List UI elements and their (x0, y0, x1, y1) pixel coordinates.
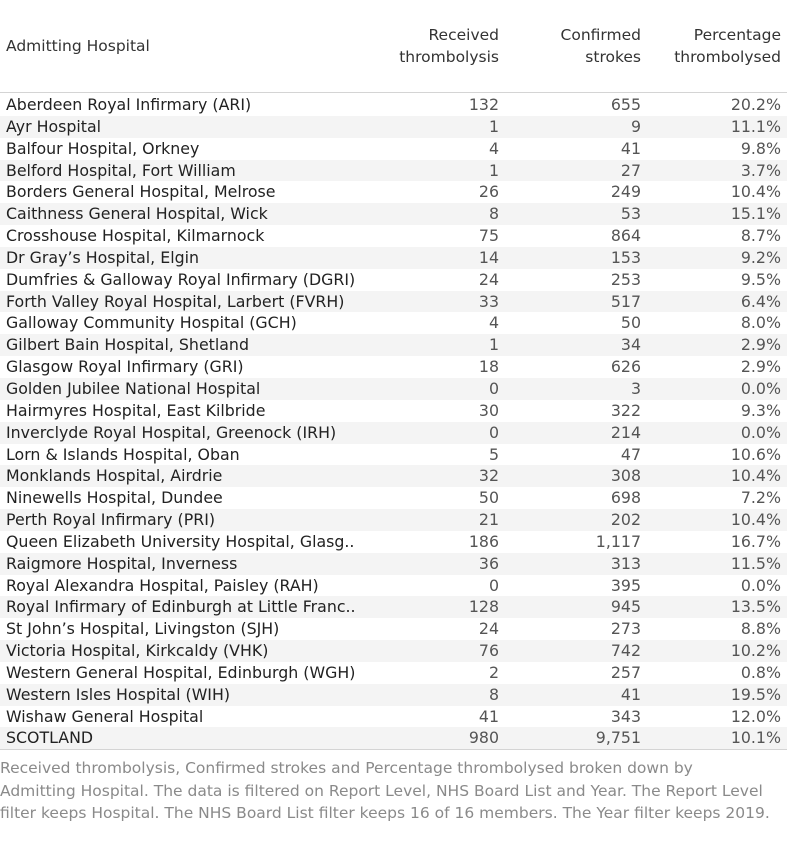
confirmed-strokes-cell: 50 (620, 313, 641, 333)
received-thrombolysis-cell: 33 (478, 291, 499, 311)
confirmed-strokes-cell: 698 (610, 488, 641, 508)
percentage-thrombolysed-cell: 15.1% (730, 204, 781, 224)
header-confirmed-line1: Confirmed (560, 26, 641, 44)
hospital-name-cell: Golden Jubilee National Hospital (6, 378, 261, 398)
confirmed-strokes-cell: 322 (610, 400, 641, 420)
received-thrombolysis-cell: 36 (478, 553, 499, 573)
received-thrombolysis-cell: 8 (488, 204, 499, 224)
hospital-name-cell: Glasgow Royal Infirmary (GRI) (6, 357, 244, 377)
table-caption: Received thrombolysis, Confirmed strokes and Percentage thrombolysed broken down by Admitting Hospital. The data is filtered on Report Level, NHS Board List and Year. The Report Level filter keeps Hospital. The NHS Board List filter keeps 16 of 16 members. The Year filter keeps 2019. (0, 759, 770, 822)
received-thrombolysis-cell: 21 (478, 510, 499, 530)
hospital-name-cell: Western Isles Hospital (WIH) (6, 684, 231, 704)
confirmed-strokes-cell: 517 (610, 291, 641, 311)
received-thrombolysis-cell: 128 (468, 597, 499, 617)
percentage-thrombolysed-cell: 10.2% (730, 641, 781, 661)
percentage-thrombolysed-cell: 10.6% (730, 444, 781, 464)
table-header (0, 0, 787, 93)
confirmed-strokes-cell: 864 (610, 226, 641, 246)
confirmed-strokes-cell: 41 (620, 684, 641, 704)
hospital-name-cell: Victoria Hospital, Kirkcaldy (VHK) (6, 641, 269, 661)
percentage-thrombolysed-cell: 3.7% (740, 160, 781, 180)
header-received-line2: thrombolysis (399, 48, 499, 66)
confirmed-strokes-cell: 313 (610, 553, 641, 573)
table-row[interactable] (0, 684, 787, 706)
confirmed-strokes-cell: 395 (610, 575, 641, 595)
received-thrombolysis-cell: 24 (478, 619, 499, 639)
received-thrombolysis-cell: 0 (488, 575, 499, 595)
hospital-name-cell: Ninewells Hospital, Dundee (6, 488, 223, 508)
confirmed-strokes-cell: 202 (610, 510, 641, 530)
confirmed-strokes-cell: 308 (610, 466, 641, 486)
received-thrombolysis-cell: 186 (468, 531, 499, 551)
header-admitting-hospital-label: Admitting Hospital (6, 37, 150, 55)
percentage-thrombolysed-cell: 0.0% (740, 378, 781, 398)
percentage-thrombolysed-cell: 2.9% (740, 335, 781, 355)
header-percentage-line1: Percentage (693, 26, 781, 44)
percentage-thrombolysed-cell: 8.7% (740, 226, 781, 246)
received-thrombolysis-cell: 41 (478, 706, 499, 726)
hospital-name-cell: Royal Alexandra Hospital, Paisley (RAH) (6, 575, 319, 595)
confirmed-strokes-cell: 53 (620, 204, 641, 224)
table-row[interactable] (0, 378, 787, 400)
hospital-name-cell: Gilbert Bain Hospital, Shetland (6, 335, 249, 355)
percentage-thrombolysed-cell: 0.0% (740, 422, 781, 442)
table-row[interactable] (0, 422, 787, 444)
received-thrombolysis-cell: 75 (478, 226, 499, 246)
confirmed-strokes-cell: 9,751 (595, 728, 641, 748)
percentage-thrombolysed-cell: 9.2% (740, 247, 781, 267)
percentage-thrombolysed-cell: 8.8% (740, 619, 781, 639)
table-row[interactable] (0, 531, 787, 553)
table-row[interactable] (0, 640, 787, 662)
confirmed-strokes-cell: 253 (610, 269, 641, 289)
confirmed-strokes-cell: 742 (610, 641, 641, 661)
percentage-thrombolysed-cell: 9.3% (740, 400, 781, 420)
hospital-name-cell: Western General Hospital, Edinburgh (WGH) (6, 662, 356, 682)
header-admitting-hospital[interactable] (6, 35, 150, 57)
confirmed-strokes-cell: 626 (610, 357, 641, 377)
confirmed-strokes-cell: 945 (610, 597, 641, 617)
received-thrombolysis-cell: 132 (468, 95, 499, 114)
percentage-thrombolysed-cell: 8.0% (740, 313, 781, 333)
received-thrombolysis-cell: 30 (478, 400, 499, 420)
hospital-name-cell: Balfour Hospital, Orkney (6, 138, 200, 158)
percentage-thrombolysed-cell: 0.8% (740, 662, 781, 682)
received-thrombolysis-cell: 26 (478, 182, 499, 202)
table-row[interactable] (0, 553, 787, 575)
percentage-thrombolysed-cell: 2.9% (740, 357, 781, 377)
received-thrombolysis-cell: 24 (478, 269, 499, 289)
table-row[interactable] (0, 312, 787, 334)
table-bottom-rule (0, 749, 787, 750)
table-row[interactable] (0, 160, 787, 182)
table-row[interactable] (0, 94, 787, 116)
received-thrombolysis-cell: 2 (488, 662, 499, 682)
confirmed-strokes-cell: 249 (610, 182, 641, 202)
hospital-name-cell: Ayr Hospital (6, 116, 102, 136)
hospital-name-cell: Forth Valley Royal Hospital, Larbert (FVRH) (6, 291, 345, 311)
confirmed-strokes-cell: 343 (610, 706, 641, 726)
confirmed-strokes-cell: 3 (630, 378, 641, 398)
hospital-name-cell: Hairmyres Hospital, East Kilbride (6, 400, 266, 420)
received-thrombolysis-cell: 8 (488, 684, 499, 704)
percentage-thrombolysed-cell: 10.1% (730, 728, 781, 748)
received-thrombolysis-cell: 14 (478, 247, 499, 267)
received-thrombolysis-cell: 980 (468, 728, 499, 748)
percentage-thrombolysed-cell: 10.4% (730, 466, 781, 486)
percentage-thrombolysed-cell: 10.4% (730, 510, 781, 530)
hospital-name-cell: Dr Gray’s Hospital, Elgin (6, 247, 200, 267)
percentage-thrombolysed-cell: 11.1% (730, 116, 781, 136)
hospital-name-cell: Galloway Community Hospital (GCH) (6, 313, 297, 333)
hospital-name-cell: St John’s Hospital, Livingston (SJH) (6, 619, 280, 639)
table-row[interactable] (0, 465, 787, 487)
received-thrombolysis-cell: 0 (488, 378, 499, 398)
percentage-thrombolysed-cell: 7.2% (740, 488, 781, 508)
received-thrombolysis-cell: 4 (488, 138, 499, 158)
hospital-name-cell: Borders General Hospital, Melrose (6, 182, 276, 202)
percentage-thrombolysed-cell: 11.5% (730, 553, 781, 573)
table-row[interactable] (0, 509, 787, 531)
hospital-name-cell: SCOTLAND (6, 728, 94, 748)
received-thrombolysis-cell: 0 (488, 422, 499, 442)
hospital-name-cell: Queen Elizabeth University Hospital, Glasg.. (6, 531, 355, 551)
table-row[interactable] (0, 662, 787, 684)
header-confirmed-strokes[interactable] (561, 24, 641, 68)
percentage-thrombolysed-cell: 9.8% (740, 138, 781, 158)
confirmed-strokes-cell: 34 (620, 335, 641, 355)
received-thrombolysis-cell: 1 (488, 116, 499, 136)
hospital-name-cell: Lorn & Islands Hospital, Oban (6, 444, 240, 464)
confirmed-strokes-cell: 655 (610, 95, 641, 114)
confirmed-strokes-cell: 9 (630, 116, 641, 136)
confirmed-strokes-cell: 257 (610, 662, 641, 682)
percentage-thrombolysed-cell: 0.0% (740, 575, 781, 595)
confirmed-strokes-cell: 41 (620, 138, 641, 158)
hospital-name-cell: Inverclyde Royal Hospital, Greenock (IRH) (6, 422, 337, 442)
hospital-name-cell: Belford Hospital, Fort William (6, 160, 236, 180)
table-row[interactable] (0, 356, 787, 378)
hospital-name-cell: Caithness General Hospital, Wick (6, 204, 268, 224)
hospital-name-cell: Aberdeen Royal Infirmary (ARI) (6, 95, 252, 114)
received-thrombolysis-cell: 1 (488, 335, 499, 355)
table-row[interactable] (0, 203, 787, 225)
confirmed-strokes-cell: 273 (610, 619, 641, 639)
received-thrombolysis-cell: 76 (478, 641, 499, 661)
percentage-thrombolysed-cell: 6.4% (740, 291, 781, 311)
received-thrombolysis-cell: 4 (488, 313, 499, 333)
percentage-thrombolysed-cell: 10.4% (730, 182, 781, 202)
received-thrombolysis-cell: 32 (478, 466, 499, 486)
hospital-name-cell: Royal Infirmary of Edinburgh at Little Franc.. (6, 597, 356, 617)
hospital-name-cell: Dumfries & Galloway Royal Infirmary (DGRI) (6, 269, 356, 289)
table-row[interactable] (0, 706, 787, 728)
header-percentage-line2: thrombolysed (674, 48, 781, 66)
table-row[interactable] (0, 596, 787, 618)
table-row[interactable] (0, 225, 787, 247)
percentage-thrombolysed-cell: 13.5% (730, 597, 781, 617)
confirmed-strokes-cell: 47 (620, 444, 641, 464)
received-thrombolysis-cell: 18 (478, 357, 499, 377)
table-row[interactable] (0, 400, 787, 422)
received-thrombolysis-cell: 50 (478, 488, 499, 508)
table-row[interactable] (0, 291, 787, 313)
percentage-thrombolysed-cell: 9.5% (740, 269, 781, 289)
table-row[interactable] (0, 575, 787, 597)
table-body (0, 94, 787, 749)
confirmed-strokes-cell: 214 (610, 422, 641, 442)
hospital-name-cell: Crosshouse Hospital, Kilmarnock (6, 226, 265, 246)
table-row[interactable] (0, 138, 787, 160)
table-row[interactable] (0, 334, 787, 356)
hospital-name-cell: Raigmore Hospital, Inverness (6, 553, 238, 573)
table-row[interactable] (0, 116, 787, 138)
header-percentage-thrombolysed[interactable] (674, 24, 781, 68)
confirmed-strokes-cell: 1,117 (595, 531, 641, 551)
table-row[interactable] (0, 727, 787, 749)
received-thrombolysis-cell: 1 (488, 160, 499, 180)
header-confirmed-line2: strokes (585, 48, 641, 66)
confirmed-strokes-cell: 153 (610, 247, 641, 267)
received-thrombolysis-cell: 5 (488, 444, 499, 464)
hospital-name-cell: Perth Royal Infirmary (PRI) (6, 510, 216, 530)
table-row[interactable] (0, 487, 787, 509)
percentage-thrombolysed-cell: 20.2% (730, 95, 781, 114)
hospital-name-cell: Wishaw General Hospital (6, 706, 204, 726)
table-row[interactable] (0, 269, 787, 291)
percentage-thrombolysed-cell: 19.5% (730, 684, 781, 704)
table-row[interactable] (0, 444, 787, 466)
header-received-thrombolysis[interactable] (399, 24, 499, 68)
percentage-thrombolysed-cell: 12.0% (730, 706, 781, 726)
table-row[interactable] (0, 618, 787, 640)
header-received-line1: Received (428, 26, 499, 44)
hospital-name-cell: Monklands Hospital, Airdrie (6, 466, 223, 486)
table-row[interactable] (0, 181, 787, 203)
percentage-thrombolysed-cell: 16.7% (730, 531, 781, 551)
table-row[interactable] (0, 247, 787, 269)
confirmed-strokes-cell: 27 (620, 160, 641, 180)
